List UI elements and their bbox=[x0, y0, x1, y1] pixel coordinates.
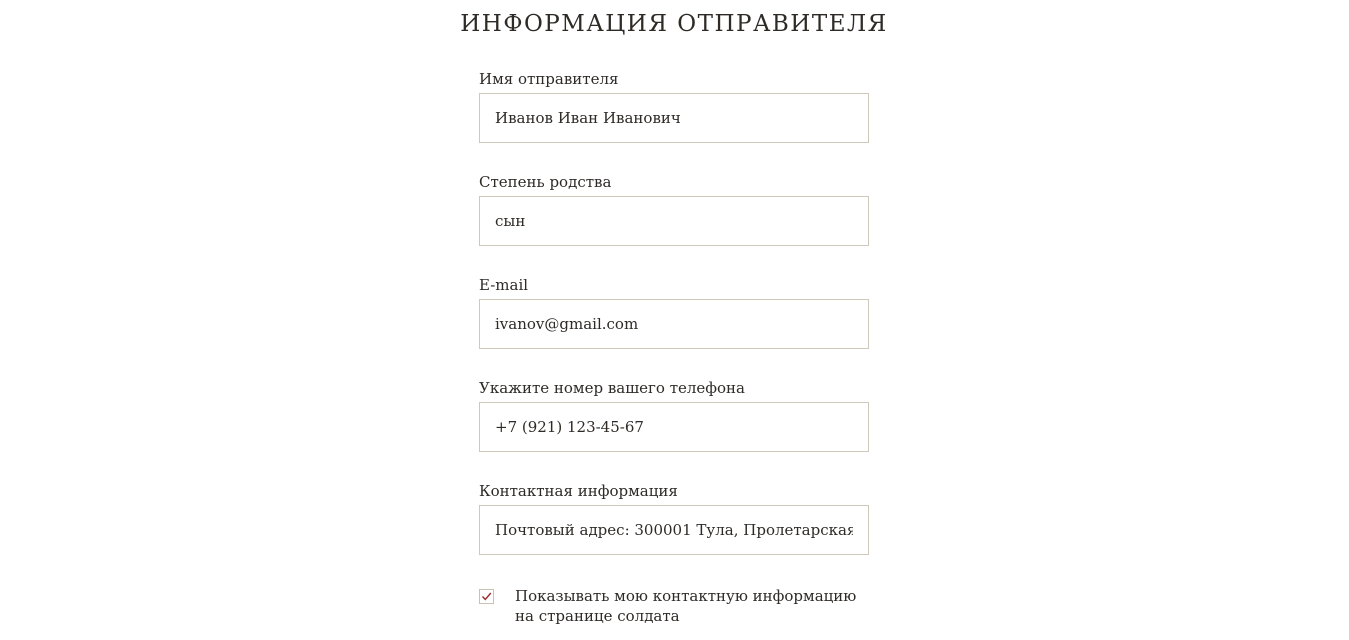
phone-field bbox=[479, 379, 869, 452]
contact-info-field bbox=[479, 482, 869, 555]
email-input[interactable] bbox=[479, 299, 869, 349]
contact-info-label: Контактная информация bbox=[479, 482, 678, 500]
contact-info-input[interactable] bbox=[479, 505, 869, 555]
sender-name-label: Имя отправителя bbox=[479, 70, 619, 88]
phone-label: Укажите номер вашего телефона bbox=[479, 379, 746, 397]
show-contact-checkbox[interactable] bbox=[479, 589, 494, 604]
section-title: ИНФОРМАЦИЯ ОТПРАВИТЕЛЯ bbox=[460, 11, 888, 37]
phone-input[interactable] bbox=[479, 402, 869, 452]
sender-name-input[interactable] bbox=[479, 93, 869, 143]
email-field bbox=[479, 276, 869, 349]
relation-label: Степень родства bbox=[479, 173, 612, 191]
checkmark-icon bbox=[481, 591, 492, 602]
relation-field bbox=[479, 173, 869, 246]
email-label: E-mail bbox=[479, 276, 529, 294]
show-contact-option bbox=[479, 586, 869, 626]
show-contact-label[interactable]: Показывать мою контактную информацию на странице солдата bbox=[515, 587, 857, 625]
relation-input[interactable] bbox=[479, 196, 869, 246]
sender-name-field bbox=[479, 70, 869, 143]
